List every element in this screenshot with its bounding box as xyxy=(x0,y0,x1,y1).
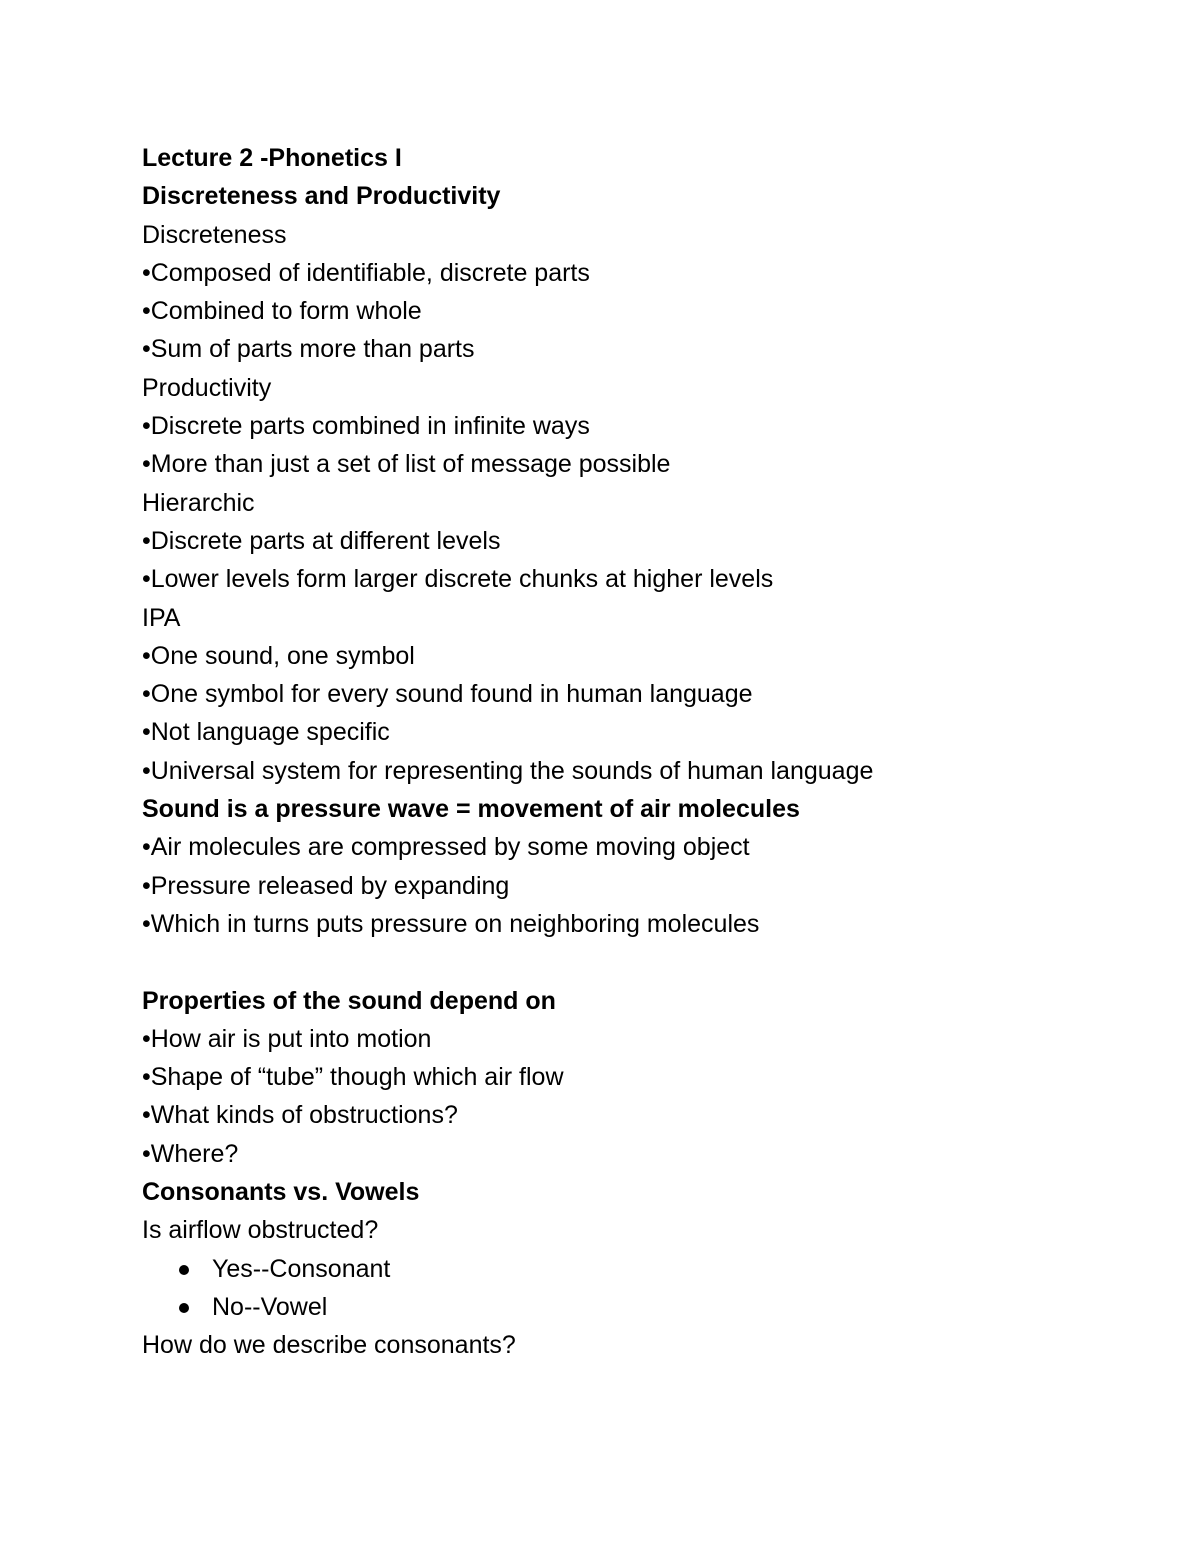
list-item: •Pressure released by expanding xyxy=(142,871,510,900)
list-item: •Not language specific xyxy=(142,718,390,747)
option-label: No--Vowel xyxy=(212,1292,328,1321)
list-item: •Which in turns puts pressure on neighboring molecules xyxy=(142,909,760,938)
document-content xyxy=(142,139,1142,1365)
list-item: •Universal system for representing the sounds of human language xyxy=(142,756,874,785)
list-item: •Where? xyxy=(142,1139,239,1168)
option-vowel xyxy=(142,1288,1142,1326)
label-hierarchic: Hierarchic xyxy=(142,488,255,517)
list-item: •Composed of identifiable, discrete parts xyxy=(142,258,590,287)
label-productivity: Productivity xyxy=(142,373,272,402)
followup-question: How do we describe consonants? xyxy=(142,1331,516,1360)
bullet-dot-icon xyxy=(179,1303,189,1313)
label-ipa: IPA xyxy=(142,603,181,632)
list-item: •How air is put into motion xyxy=(142,1024,432,1053)
bullet-dot-icon xyxy=(179,1265,189,1275)
question-airflow: Is airflow obstructed? xyxy=(142,1216,379,1245)
list-item: •One sound, one symbol xyxy=(142,641,415,670)
list-item: •What kinds of obstructions? xyxy=(142,1101,458,1130)
list-item: •Air molecules are compressed by some moving object xyxy=(142,833,750,862)
section-heading-discreteness-productivity: Discreteness and Productivity xyxy=(142,182,501,211)
option-consonant xyxy=(142,1250,1142,1288)
list-item: •One symbol for every sound found in human language xyxy=(142,680,753,709)
option-label: Yes--Consonant xyxy=(212,1254,391,1283)
list-item: •Shape of “tube” though which air flow xyxy=(142,1063,564,1092)
list-item: •Sum of parts more than parts xyxy=(142,335,475,364)
section-heading-pressure-wave: Sound is a pressure wave = movement of air molecules xyxy=(142,795,800,824)
list-item: •More than just a set of list of message possible xyxy=(142,450,671,479)
list-item: •Lower levels form larger discrete chunks at higher levels xyxy=(142,565,774,594)
list-item: •Combined to form whole xyxy=(142,297,422,326)
label-discreteness: Discreteness xyxy=(142,220,287,249)
section-heading-sound-properties: Properties of the sound depend on xyxy=(142,986,556,1015)
page-title: Lecture 2 -Phonetics I xyxy=(142,144,402,172)
section-heading-consonants-vowels: Consonants vs. Vowels xyxy=(142,1178,420,1207)
list-item: •Discrete parts combined in infinite ways xyxy=(142,412,590,441)
list-item: •Discrete parts at different levels xyxy=(142,526,501,555)
blank-line xyxy=(142,943,1142,981)
